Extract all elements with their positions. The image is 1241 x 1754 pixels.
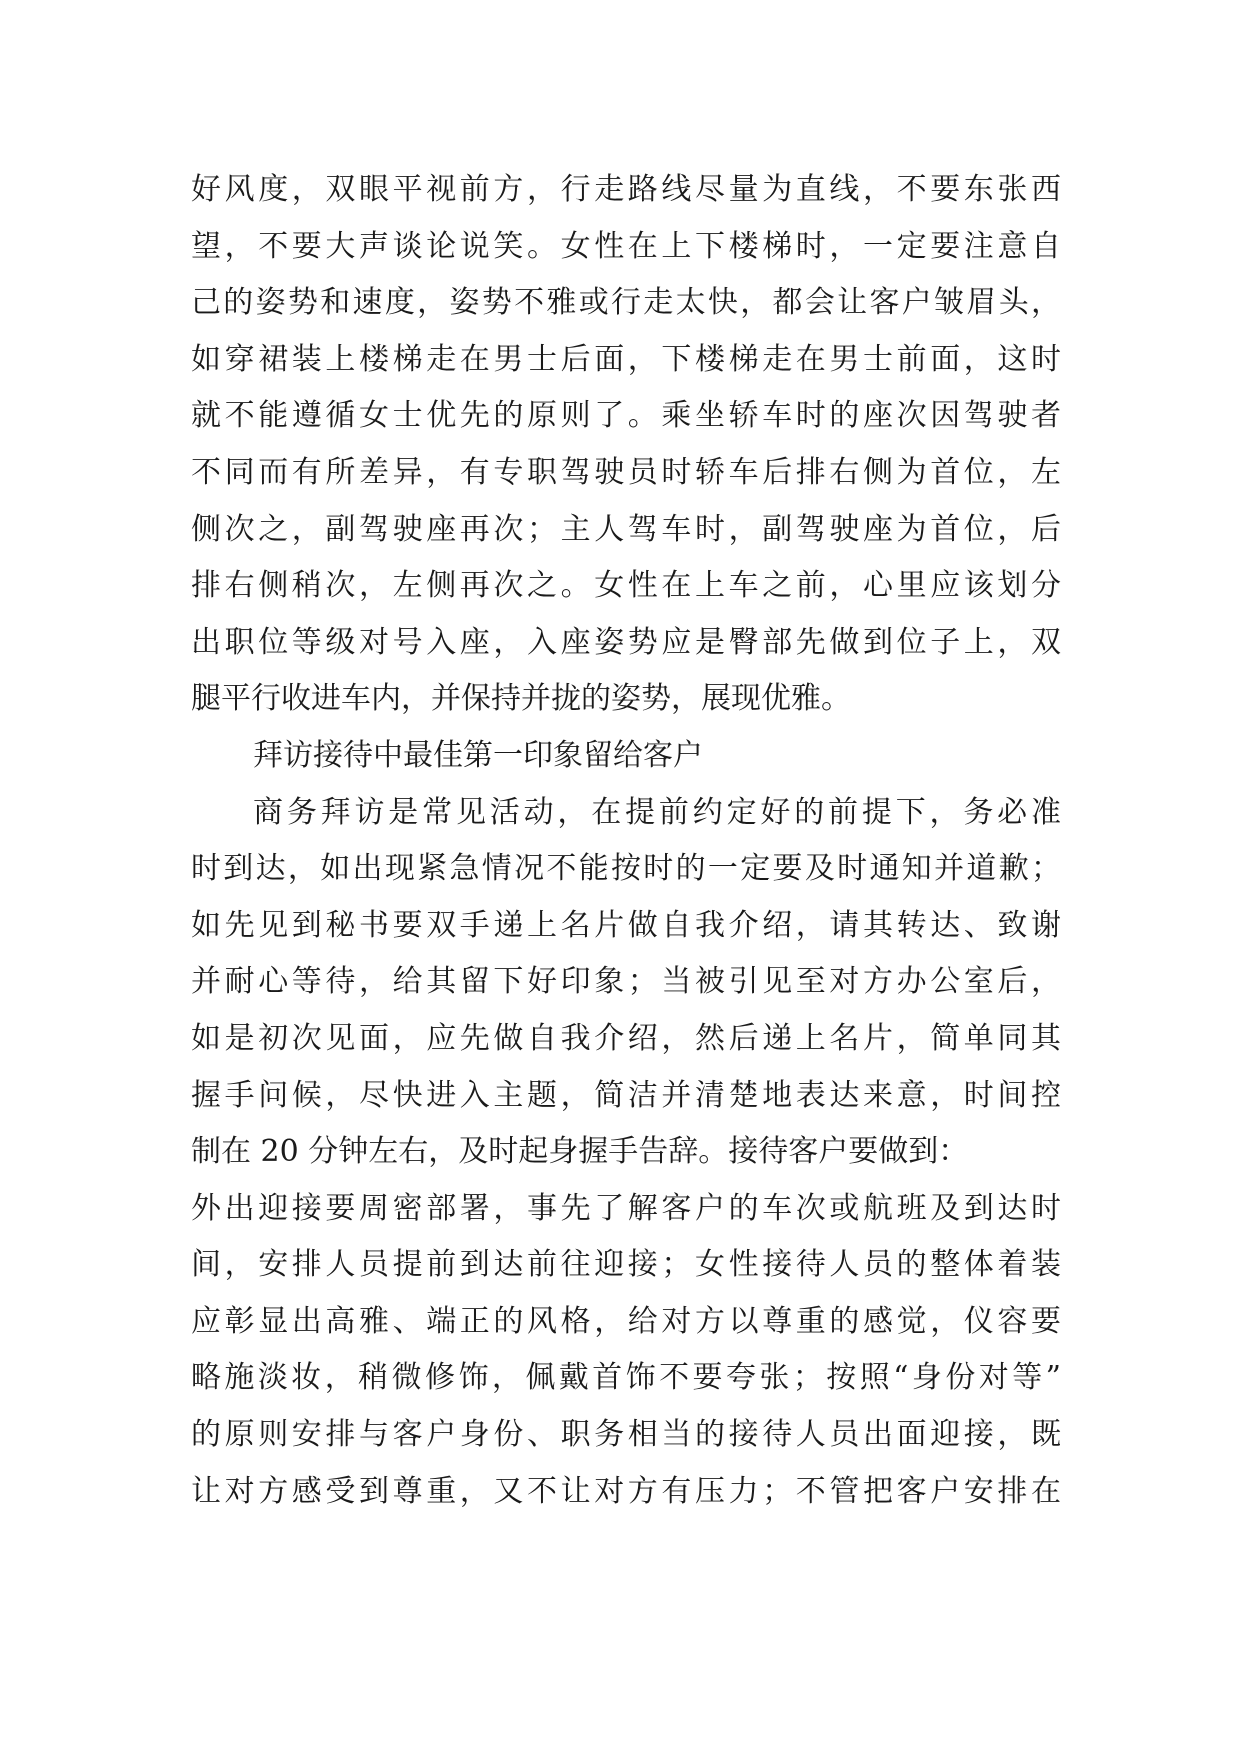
text-line: 不同而有所差异，有专职驾驶员时轿车后排右侧为首位，左 (191, 454, 1061, 490)
text-line: 略施淡妆，稍微修饰，佩戴首饰不要夸张；按照“身份对等” (191, 1360, 1061, 1396)
text-line: 制在 20 分钟左右，及时起身握手告辞。接待客户要做到： (191, 1134, 969, 1170)
text-line: 时到达，如出现紧急情况不能按时的一定要及时通知并道歉； (191, 851, 1061, 887)
text-line: 就不能遵循女士优先的原则了。乘坐轿车时的座次因驾驶者 (191, 398, 1061, 434)
text-line: 出职位等级对号入座，入座姿势应是臀部先做到位子上，双 (191, 624, 1061, 660)
body-text (191, 162, 1061, 1520)
section-heading: 拜访接待中最佳第一印象留给客户 (253, 737, 703, 773)
text-line: 让对方感受到尊重，又不让对方有压力；不管把客户安排在 (191, 1473, 1061, 1509)
text-line: 握手问候，尽快进入主题，简洁并清楚地表达来意，时间控 (191, 1077, 1061, 1113)
text-line: 如先见到秘书要双手递上名片做自我介绍，请其转达、致谢 (191, 907, 1061, 943)
text-line: 好风度，双眼平视前方，行走路线尽量为直线，不要东张西 (191, 172, 1061, 207)
text-line: 应彰显出高雅、端正的风格，给对方以尊重的感觉，仪容要 (191, 1303, 1061, 1339)
text-line: 侧次之，副驾驶座再次；主人驾车时，副驾驶座为首位，后 (191, 511, 1061, 547)
text-line: 并耐心等待，给其留下好印象；当被引见至对方办公室后， (191, 964, 1061, 1000)
text-line: 腿平行收进车内，并保持并拢的姿势，展现优雅。 (191, 681, 851, 717)
text-line: 望，不要大声谈论说笑。女性在上下楼梯时，一定要注意自 (191, 228, 1061, 264)
paragraph-first-line: 商务拜访是常见活动，在提前约定好的前提下，务必准 (253, 794, 1061, 830)
text-line: 间，安排人员提前到达前往迎接；女性接待人员的整体着装 (191, 1247, 1061, 1283)
text-line: 如穿裙装上楼梯走在男士后面，下楼梯走在男士前面，这时 (191, 341, 1061, 377)
text-line: 如是初次见面，应先做自我介绍，然后递上名片，简单同其 (191, 1020, 1061, 1056)
text-line: 外出迎接要周密部署，事先了解客户的车次或航班及到达时 (191, 1190, 1061, 1226)
text-line: 排右侧稍次，左侧再次之。女性在上车之前，心里应该划分 (191, 568, 1061, 604)
text-line: 己的姿势和速度，姿势不雅或行走太快，都会让客户皱眉头， (191, 285, 1061, 321)
text-line: 的原则安排与客户身份、职务相当的接待人员出面迎接，既 (191, 1417, 1061, 1453)
